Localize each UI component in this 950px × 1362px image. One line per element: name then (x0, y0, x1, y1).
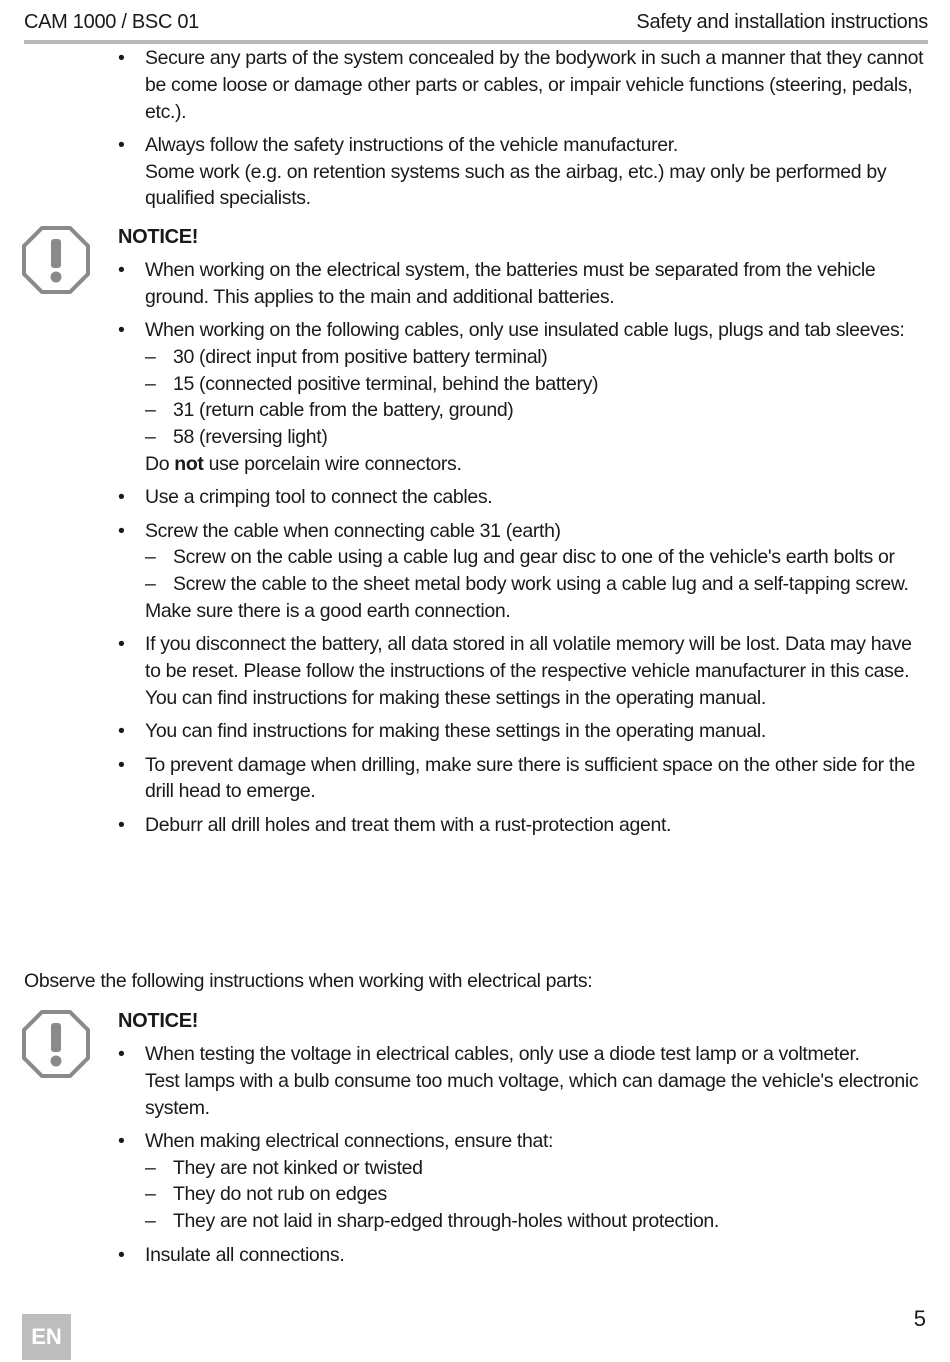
page-header (24, 8, 928, 44)
list-item: – They are not kinked or twisted (145, 1155, 928, 1182)
header-product: CAM 1000 / BSC 01 (24, 11, 199, 33)
list-item: – 15 (connected positive terminal, behind the battery) (145, 371, 928, 398)
list-item: • To prevent damage when drilling, make sure there is sufficient space on the other side for the drill head to emerge. (0, 752, 950, 806)
list-item: • When making electrical connections, ensure that: – They are not kinked or twisted – They do not rub on edges – They are not laid in sharp-edged through-holes without protection. (0, 1128, 950, 1235)
list-item: – 31 (return cable from the battery, ground) (145, 397, 928, 424)
connection-list (145, 1155, 928, 1235)
list-item: • Insulate all connections. (0, 1242, 950, 1269)
list-item: • When working on the electrical system, the batteries must be separated from the vehicle ground. This applies to the main and additional batteries. (0, 257, 950, 311)
list-item: • Secure any parts of the system concealed by the bodywork in such a manner that they cannot be come loose or damage other parts or cables, or impair vehicle functions (steering, pedals, etc.). (0, 45, 950, 125)
list-item: – They do not rub on edges (145, 1181, 928, 1208)
notice-title: NOTICE! (118, 1010, 199, 1032)
notice-2-bullet-list (0, 1041, 950, 1275)
list-item: • When working on the following cables, only use insulated cable lugs, plugs and tab sleeves: – 30 (direct input from positive battery terminal) – 15 (connected positive terminal, behind the battery) – 31 (return cable from the battery, ground) – 58 (reversing light) Do not use porcelain wire connectors. (0, 317, 950, 478)
earth-list (145, 544, 928, 598)
cable-list (145, 344, 928, 451)
observe-text: Observe the following instructions when working with electrical parts: (24, 970, 593, 992)
notice-1-bullet-list (0, 257, 950, 845)
list-item: • Use a crimping tool to connect the cables. (0, 484, 950, 511)
list-item: – Screw on the cable using a cable lug and gear disc to one of the vehicle's earth bolts or (145, 544, 928, 571)
notice-title: NOTICE! (118, 226, 199, 248)
header-section-title: Safety and installation instructions (636, 11, 928, 33)
list-item: – 30 (direct input from positive battery terminal) (145, 344, 928, 371)
list-item: • If you disconnect the battery, all data stored in all volatile memory will be lost. Data may have to be reset. Please follow the instructions of the respective vehicle manufacturer in this case. You can find instructions for making these settings in the operating manual. (0, 631, 950, 711)
intro-bullet-list (0, 45, 950, 212)
language-badge: EN (22, 1314, 71, 1360)
list-item: – 58 (reversing light) (145, 424, 928, 451)
list-item: • You can find instructions for making these settings in the operating manual. (0, 718, 950, 745)
list-item: • Deburr all drill holes and treat them with a rust-protection agent. (0, 812, 950, 839)
list-item: • Always follow the safety instructions of the vehicle manufacturer. Some work (e.g. on retention systems such as the airbag, etc.) may only be performed by qualified specialists. (0, 132, 950, 212)
list-item: • Screw the cable when connecting cable 31 (earth) – Screw on the cable using a cable lug and gear disc to one of the vehicle's earth bolts or – Screw the cable to the sheet metal body work using a cable lug and a self-tapping screw. Make sure there is a good earth connection. (0, 518, 950, 625)
page-number: 5 (913, 1306, 926, 1331)
list-item: – Screw the cable to the sheet metal body work using a cable lug and a self-tapping screw. (145, 571, 928, 598)
list-item: • When testing the voltage in electrical cables, only use a diode test lamp or a voltmeter. Test lamps with a bulb consume too much voltage, which can damage the vehicle's electronic system. (0, 1041, 950, 1121)
intro-section (0, 45, 950, 219)
list-item: – They are not laid in sharp-edged through-holes without protection. (145, 1208, 928, 1235)
